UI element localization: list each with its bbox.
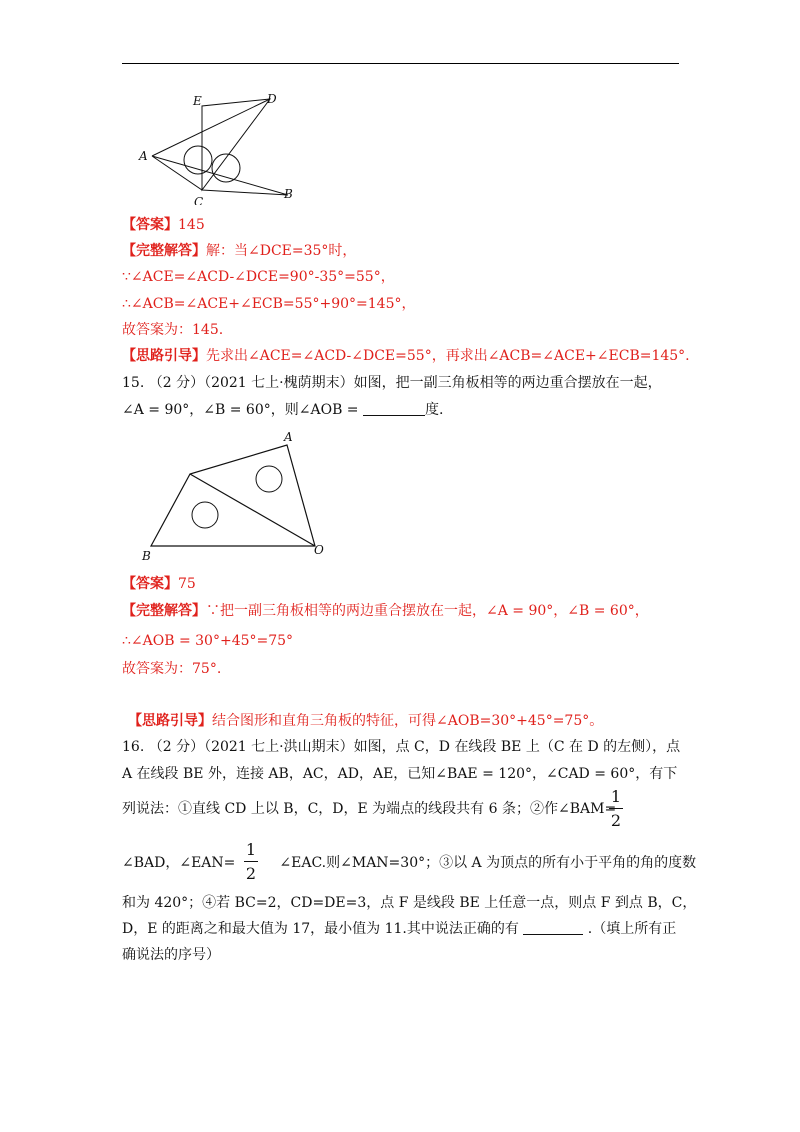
q15-hint: 结合图形和直角三角板的特征，可得∠AOB=30°+45°=75°。 — [212, 713, 604, 729]
solution-tag: 【完整解答】 — [122, 603, 206, 619]
q14-hint: 先求出∠ACE=∠ACD-∠DCE=55°，再求出∠ACB=∠ACE+∠ECB=145°. — [206, 348, 690, 364]
fraction-denominator: 2 — [610, 811, 622, 830]
label-E: E — [193, 94, 202, 108]
answer-tag: 【答案】 — [122, 217, 178, 233]
q14-hint-line — [122, 346, 690, 366]
label-B: B — [142, 549, 151, 563]
q15-answer-blank[interactable] — [363, 401, 425, 416]
circle-right — [256, 466, 282, 492]
q16-line-4a: ∠BAD，∠EAN= — [122, 855, 236, 871]
q15-stem-1: 15. （2 分）（2021 七上·槐荫期末）如图，把一副三角板相等的两边重合摆放在一起， — [122, 375, 662, 391]
q15-stem-2b: 度. — [425, 402, 444, 418]
hint-tag: 【思路引导】 — [122, 348, 206, 364]
circle-left — [184, 146, 212, 174]
q15-stem-2a: ∠A = 90°，∠B = 60°，则∠AOB = — [122, 402, 359, 418]
label-D: D — [267, 92, 277, 106]
q14-solution-3: ∴∠ACB=∠ACE+∠ECB=55°+90°=145°， — [122, 296, 416, 312]
q16-line-4 — [122, 853, 696, 873]
q14-solution-4: 故答案为：145. — [122, 322, 224, 338]
fraction-numerator: 1 — [610, 787, 622, 806]
figure-triangles-2 — [135, 428, 335, 563]
q16-line-1: 16. （2 分）（2021 七上·洪山期末）如图，点 C，D 在线段 BE 上（C 在 D 的左侧），点 — [122, 739, 681, 755]
q15-stem-2 — [122, 400, 443, 420]
answer-tag: 【答案】 — [122, 576, 178, 592]
triangle-ECD — [202, 99, 270, 190]
fraction-numerator: 1 — [245, 840, 257, 859]
fraction-one-half-1 — [609, 787, 623, 830]
q16-line-7: 确说法的序号） — [122, 947, 220, 963]
q14-solution-1: 解：当∠DCE=35°时， — [206, 243, 357, 259]
fraction-one-half-2 — [244, 840, 258, 883]
q15-solution-2: ∴∠AOB = 30°+45°=75° — [122, 633, 294, 649]
hint-tag: 【思路引导】 — [128, 713, 212, 729]
segment-AD — [152, 99, 270, 156]
q16-line-5: 和为 420°；④若 BC=2，CD=DE=3，点 F 是线段 BE 上任意一点，则点 F 到点 B，C， — [122, 895, 697, 911]
q15-solution-line — [122, 601, 649, 621]
q15-hint-line — [128, 711, 603, 731]
q15-solution-1: ∵把一副三角板相等的两边重合摆放在一起，∠A = 90°，∠B = 60°， — [206, 603, 649, 619]
q16-line-4b: ∠EAC.则∠MAN=30°；③以 A 为顶点的所有小于平角的角的度数 — [279, 855, 697, 871]
label-A: A — [139, 149, 148, 163]
q16-answer-blank[interactable] — [523, 920, 583, 935]
fraction-denominator: 2 — [245, 864, 257, 883]
q14-answer-line — [122, 215, 205, 235]
triangle-ACB — [152, 156, 288, 195]
label-O: O — [314, 543, 324, 557]
solution-tag: 【完整解答】 — [122, 243, 206, 259]
q16-line-3: 列说法：①直线 CD 上以 B，C，D，E 为端点的线段共有 6 条；②作∠BAM= — [122, 801, 617, 817]
q15-answer-line — [122, 574, 196, 594]
q14-solution-line — [122, 241, 356, 261]
q16-line-6a: D，E 的距离之和最大值为 17，最小值为 11.其中说法正确的有 — [122, 921, 519, 937]
label-A: A — [284, 430, 293, 444]
q15-answer: 75 — [178, 576, 196, 592]
q15-solution-3: 故答案为：75°. — [122, 661, 222, 677]
header-rule — [122, 63, 679, 64]
label-C: C — [194, 195, 204, 205]
q16-line-6 — [122, 919, 676, 939]
circle-left — [192, 502, 218, 528]
figure-triangles-1 — [130, 90, 305, 205]
diagonal — [190, 474, 315, 546]
q16-line-2: A 在线段 BE 外，连接 AB，AC，AD，AE，已知∠BAE = 120°，∠CAD = 60°，有下 — [122, 766, 678, 782]
q16-line-6b: .（填上所有正 — [587, 921, 677, 937]
outer-quadrilateral — [151, 445, 315, 546]
label-B: B — [284, 187, 293, 201]
q14-solution-2: ∵∠ACE=∠ACD-∠DCE=90°-35°=55°， — [122, 269, 395, 285]
q14-answer: 145 — [178, 217, 205, 233]
